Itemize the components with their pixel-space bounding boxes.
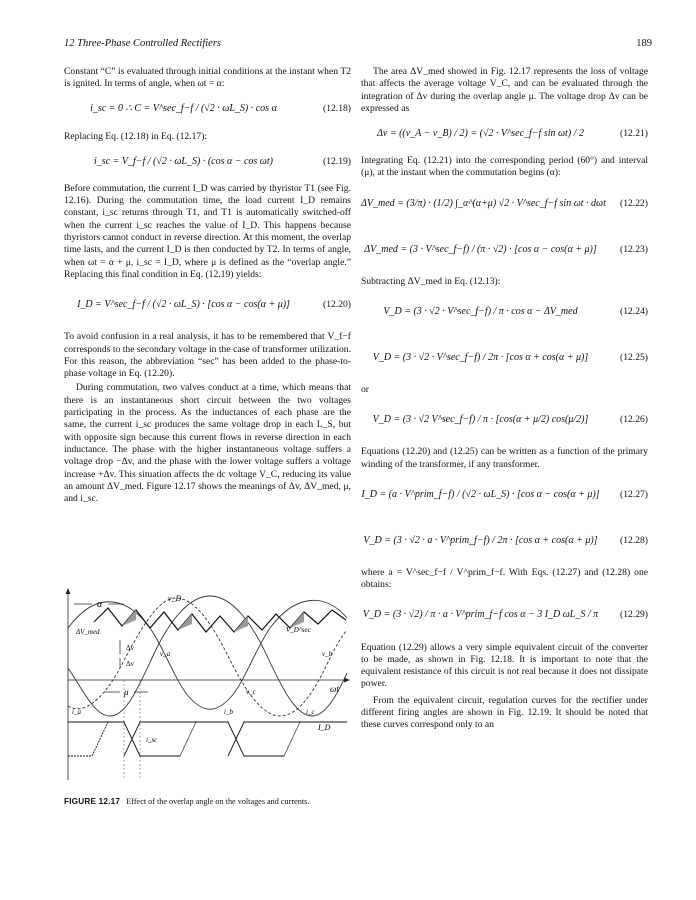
delta-v-label-lower: Δv <box>126 660 135 668</box>
equation-number: (12.21) <box>620 128 648 140</box>
vd-label: v_D <box>168 594 182 603</box>
paragraph: Replacing Eq. (12.18) in Eq. (12.17): <box>64 130 208 142</box>
current-transition <box>284 722 300 756</box>
equation-12-25 <box>361 338 648 378</box>
va-label: v_a <box>160 650 171 658</box>
overlap-angle-diagram <box>64 588 351 784</box>
equation-number: (12.29) <box>620 609 648 621</box>
equation-12-28 <box>361 521 648 561</box>
chapter-title: 12 Three-Phase Controlled Rectifiers <box>64 38 221 49</box>
phase-voltage-a <box>68 600 347 709</box>
figure-caption-label: FIGURE 12.17 <box>64 797 121 806</box>
paragraph: To avoid confusion in a real analysis, it has to be remembered that V_f−f corresponds to the secondary voltage in the case of transformer utilization. For this reason, the abbreviation “sec” has been added to the phase-to-phase voltage in Eq. (12.20). <box>64 331 351 380</box>
or-word: or <box>361 384 369 396</box>
mu-label: μ <box>124 687 129 697</box>
equation-number: (12.19) <box>323 155 351 167</box>
vd-sec-label: V_D^sec <box>286 626 311 634</box>
equation-expression: ΔV_med = (3/π) · (1/2) ∫_α^(α+μ) √2 · V^sec_f−f sin ωt · dωt <box>361 197 606 209</box>
paragraph: Before commutation, the current I_D was carried by thyristor T1 (see Fig. 12.16). During the commutation time, the load current I_D remains constant, i_sc returns through T1, and T1 is automatically switched-off when the current i_sc reaches the value of I_D. This happens because thyristors cannot conduct in reverse direction. At this moment, the overlap time lasts, and the current I_D is then conducted by T2. In terms of angle, when ωt = α + μ, i_sc = I_D, where μ is defined as the “overlap angle.” Replacing this final condition in Eq. (12.19) yields: <box>64 182 351 280</box>
equation-number: (12.18) <box>323 103 351 115</box>
ib-label: i_b <box>224 708 233 716</box>
equation-expression: V_D = (3 · √2 · V^sec_f−f) / π · cos α − ΔV_med <box>383 305 578 317</box>
equation-12-19 <box>64 147 351 177</box>
delta-v-label-upper: Δv <box>126 644 135 652</box>
paragraph: During commutation, two valves conduct at a time, which means that there is an instantaneous short circuit between the two voltages participating in the process. As the inductances of each phase are the same, the current i_sc produces the same voltage drop in each L_S, but with opposite sign because this current flows in reverse direction in each inductance. The phase with the higher instantaneous voltage suffers a voltage drop −Δv, and the phase with the lower voltage suffers a voltage increase +Δv. This situation affects the dc voltage V_C, reducing its value an amount ΔV_med. Figure 12.17 shows the meanings of Δv, ΔV_med, μ, and i_sc. <box>64 382 351 505</box>
equation-12-26 <box>361 400 648 440</box>
equation-expression: V_D = (3 · √2 · V^sec_f−f) / 2π · [cos α + cos(α + μ)] <box>372 351 589 363</box>
equation-12-21 <box>361 119 648 149</box>
ic-label: i_c <box>306 708 315 716</box>
isc-label: i_sc <box>146 736 158 744</box>
figure-caption-text: Effect of the overlap angle on the voltages and currents. <box>126 797 310 806</box>
equation-expression: I_D = (a · V^prim_f−f) / (√2 · ωL_S) · [cos α − cos(α + μ)] <box>361 488 600 500</box>
paragraph: Constant “C” is evaluated through initial conditions at the instant when T2 is ignited. In terms of angle, when ωt = α: <box>64 66 351 90</box>
equation-12-22 <box>361 184 648 224</box>
paragraph: Equations (12.20) and (12.25) can be written as a function of the primary winding of the transformer, if any transformer. <box>361 446 648 470</box>
paragraph: Subtracting ΔV_med in Eq. (12.13): <box>361 275 501 287</box>
page-number: 189 <box>636 38 652 49</box>
vb-label: v_b <box>322 650 333 658</box>
current-ia <box>68 722 180 756</box>
equation-number: (12.20) <box>323 299 351 311</box>
equation-12-24 <box>361 292 648 332</box>
equation-expression: I_D = V^sec_f−f / (√2 · ωL_S) · [cos α − cos(α + μ)] <box>77 299 290 311</box>
paragraph: where a = V^sec_f−f / V^prim_f−f. With Eqs. (12.27) and (12.28) one obtains: <box>361 566 648 591</box>
equation-expression: i_sc = 0 ∴ C = V^sec_f−f / (√2 · ωL_S) · cos α <box>90 103 277 115</box>
wt-label: ωt <box>330 684 339 694</box>
equation-number: (12.24) <box>620 305 648 317</box>
equation-number: (12.22) <box>620 197 648 209</box>
alpha-label: α <box>97 599 103 610</box>
paragraph: From the equivalent circuit, regulation curves for the rectifier under different firing angles are shown in Fig. 12.19. It should be noted that these curves correspond only to an <box>361 694 648 731</box>
figure-12-17 <box>64 588 351 784</box>
paragraph: Integrating Eq. (12.21) into the corresponding period (60°) and interval (μ), at the instant when the commutation begins (α): <box>361 155 648 179</box>
phase-voltage-b <box>68 596 347 716</box>
equation-number: (12.27) <box>620 488 648 500</box>
equation-12-27 <box>361 475 648 515</box>
equation-expression: i_sc = V_f−f / (√2 · ωL_S) · (cos α − cos ωt) <box>94 155 273 167</box>
paragraph: Equation (12.29) allows a very simple equivalent circuit of the converter to be made, as shown in Fig. 12.18. It is important to note that the equivalent resistance of this circuit is not real because it does not dissipate power. <box>361 641 648 690</box>
figure-caption <box>64 796 354 807</box>
equation-number: (12.25) <box>620 351 648 363</box>
equation-expression: ΔV_med = (3 · V^sec_f−f) / (π · √2) · [cos α − cos(α + μ)] <box>364 243 597 255</box>
left-column <box>64 66 351 509</box>
page-header <box>64 38 652 52</box>
equation-12-18 <box>64 95 351 125</box>
current-transition <box>180 722 196 756</box>
ia-label: i_a <box>72 708 81 716</box>
equation-expression: V_D = (3 · √2 V^sec_f−f) / π · [cos(α + μ/2) cos(μ/2)] <box>372 414 589 426</box>
equation-expression: Δv = ((v_A − v_B) / 2) = (√2 · V^sec_f−f sin ωt) / 2 <box>377 128 584 140</box>
vertical-axis-arrow <box>66 588 71 594</box>
equation-12-29 <box>361 596 648 636</box>
equation-number: (12.28) <box>620 534 648 546</box>
id-label: I_D <box>318 723 331 732</box>
equation-12-23 <box>361 230 648 270</box>
delta-vmed-label: ΔV_med <box>76 628 100 636</box>
vc-label: v_c <box>246 688 256 696</box>
current-ic <box>68 722 124 756</box>
right-column <box>361 66 648 736</box>
equation-12-20 <box>64 285 351 325</box>
paragraph: The area ΔV_med showed in Fig. 12.17 represents the loss of voltage that affects the average voltage V_C, and can be evaluated through the integration of Δv during the overlap angle μ. The voltage drop Δv can be expressed as <box>361 66 648 114</box>
equation-expression: V_D = (3 · √2 · a · V^prim_f−f) / 2π · [cos α + cos(α + μ)] <box>363 534 598 546</box>
equation-number: (12.26) <box>620 414 648 426</box>
equation-expression: V_D = (3 · √2) / π · a · V^prim_f−f cos α − 3 I_D ωL_S / π <box>362 609 599 621</box>
equation-number: (12.23) <box>620 243 648 255</box>
phase-voltage-c <box>68 598 347 716</box>
